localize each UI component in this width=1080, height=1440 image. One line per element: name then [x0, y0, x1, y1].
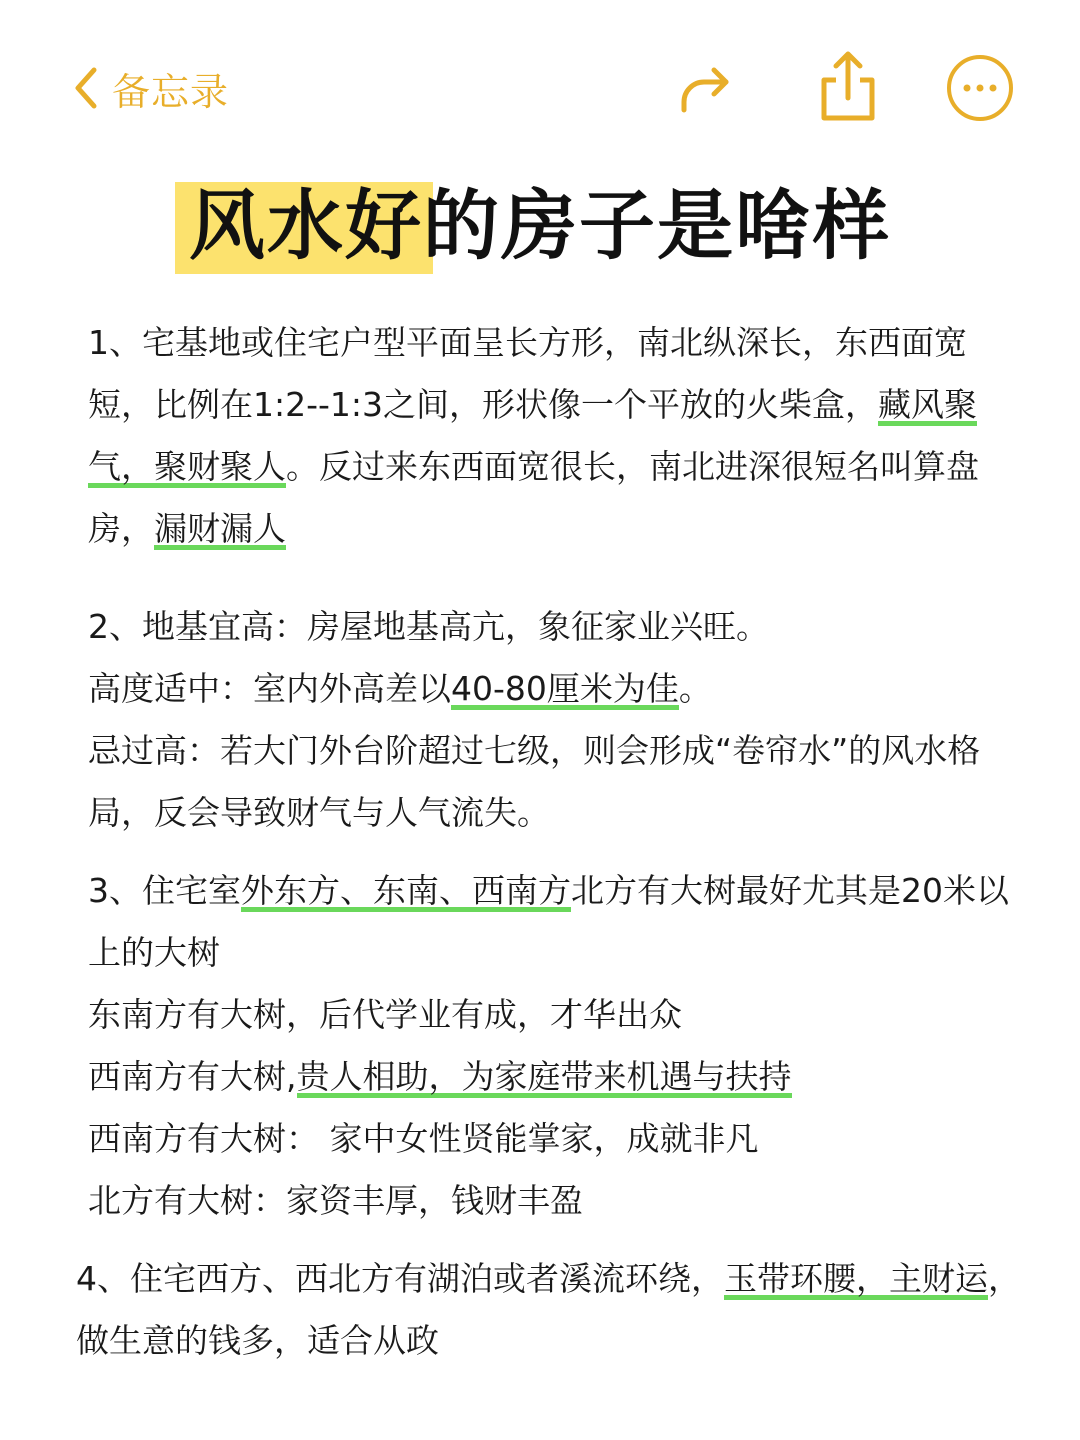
section-2-line-3: 忌过高：若大门外台阶超过七级，则会形成“卷帘水”的风水格局，反会导致财气与人气流失。 — [88, 731, 981, 832]
section-gap — [88, 560, 1018, 596]
s4-text-a: 4、住宅西方、西北方有湖泊或者溪流环绕， — [76, 1259, 724, 1298]
section-3-line-1 — [88, 860, 1018, 984]
s3-line1-a: 3、住宅室 — [88, 871, 241, 910]
note-title-wrap — [0, 176, 1080, 276]
title-rest-text: 的房子是啥样 — [423, 181, 891, 270]
section-gap — [88, 1232, 1018, 1248]
s1-text-a: 1、宅基地或住宅户型平面呈长方形，南北纵深长，东西面宽短，比例在1:2--1:3之间，形状像一个平放的火柴盒， — [88, 323, 967, 424]
section-4 — [76, 1248, 1036, 1372]
s2-line2-a: 高度适中：室内外高差以 — [88, 669, 451, 708]
s1-text-c: 。反过来东西面宽很长，南北进深很短名叫算盘房， — [88, 447, 979, 548]
s4-text-c: ，做生意的钱多，适合从政 — [76, 1259, 1021, 1360]
back-button[interactable] — [70, 58, 229, 118]
section-1 — [88, 312, 1018, 560]
section-2-line-2 — [88, 658, 1018, 720]
section-3-line-2: 东南方有大树，后代学业有成，才华出众 — [88, 995, 682, 1034]
s1-underlined-b: 藏风聚气，聚财聚人 — [88, 385, 978, 486]
s1-underlined-d: 漏财漏人 — [154, 509, 286, 548]
s3-line3-a: 西南方有大树, — [88, 1057, 297, 1096]
s2-line2-c: 。 — [678, 669, 712, 708]
section-3-line-5: 北方有大树：家资丰厚，钱财丰盈 — [88, 1181, 583, 1220]
share-icon — [812, 50, 884, 122]
redo-button[interactable] — [668, 52, 740, 124]
s4-underlined-b: 玉带环腰，主财运 — [724, 1259, 988, 1298]
more-button[interactable] — [944, 52, 1016, 124]
title-highlighted-text: 风水好 — [189, 181, 423, 270]
chevron-left-icon — [70, 64, 100, 112]
section-3-line-3 — [88, 1046, 1018, 1108]
s2-line2-underlined: 40-80厘米为佳 — [451, 669, 679, 708]
note-title — [189, 176, 891, 276]
note-body — [76, 312, 1021, 1372]
more-icon — [944, 52, 1016, 124]
redo-icon — [668, 52, 740, 124]
section-gap — [88, 844, 1018, 860]
section-3-line-4: 西南方有大树： 家中女性贤能掌家，成就非凡 — [88, 1119, 759, 1158]
s3-line1-underlined: 外东方、东南、西南方 — [241, 871, 571, 910]
section-2-line-1: 2、地基宜高：房屋地基高亢，象征家业兴旺。 — [88, 607, 769, 646]
s3-line3-underlined: 贵人相助，为家庭带来机遇与扶持 — [296, 1057, 792, 1096]
share-button[interactable] — [812, 50, 884, 122]
s3-line1-c: 北方有大树最好尤其是20米以上的大树 — [88, 871, 1009, 972]
nav-bar — [0, 0, 1080, 160]
back-label: 备忘录 — [112, 69, 230, 114]
